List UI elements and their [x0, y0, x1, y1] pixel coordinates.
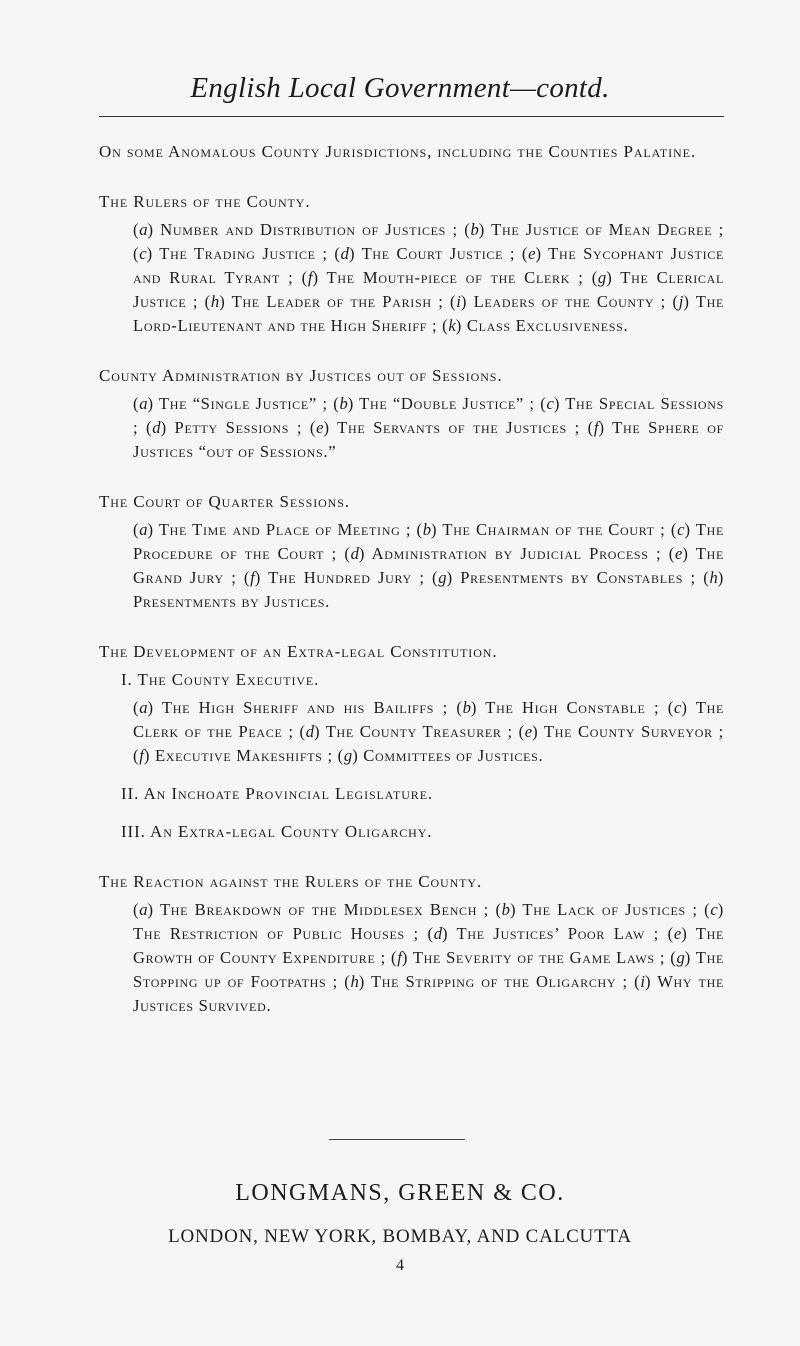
section-heading: The Reaction against the Rulers of the County.: [99, 872, 483, 891]
section-county-administration: [99, 364, 724, 464]
footer-rule: [329, 1139, 465, 1140]
header-rule: [99, 116, 724, 117]
running-head: English Local Government—contd.: [190, 72, 610, 104]
publisher-cities: LONDON, NEW YORK, BOMBAY, AND CALCUTTA: [168, 1226, 632, 1247]
page-number: 4: [396, 1257, 404, 1274]
section-heading: County Administration by Justices out of Sessions.: [99, 366, 503, 385]
section-heading: The Rulers of the County.: [99, 192, 311, 211]
division-county-executive: [99, 668, 724, 768]
section-anomalous-jurisdictions: [99, 140, 724, 164]
division-items: (a) The High Sheriff and his Bailiffs ; (b) The High Constable ; (c) The Clerk of the Peace ; (d) The County Treasurer ; (e) The County Surveyor ; (f) Executive Makeshifts ; (g) Committees of Justices.: [133, 698, 725, 765]
section-heading: The Court of Quarter Sessions.: [99, 492, 350, 511]
division-title: II. An Inchoate Provincial Legislature.: [121, 784, 434, 803]
division-provincial-legislature: [99, 782, 724, 806]
section-heading: The Development of an Extra-legal Constitution.: [99, 642, 498, 661]
section-items: (a) The Time and Place of Meeting ; (b) The Chairman of the Court ; (c) The Procedure of the Court ; (d) Administration by Judicial Process ; (e) The Grand Jury ; (f) The Hundred Jury ; (g) Presentments by Constables ; (h) Presentments by Justices.: [133, 520, 725, 611]
section-reaction-against-rulers: [99, 870, 724, 1018]
section-heading: On some Anomalous County Jurisdictions, including the Counties Palatine.: [99, 142, 696, 161]
division-title: I. The County Executive.: [121, 670, 320, 689]
section-items: (a) The Breakdown of the Middlesex Bench ; (b) The Lack of Justices ; (c) The Restriction of Public Houses ; (d) The Justices’ Poor Law ; (e) The Growth of County Expenditure ; (f) The Severity of the Game Laws ; (g) The Stopping up of Footpaths ; (h) The Stripping of the Oligarchy ; (i) Why the Justices Survived.: [133, 900, 724, 1015]
publisher-name: LONGMANS, GREEN & CO.: [235, 1180, 565, 1206]
contents-list: [99, 140, 724, 1044]
section-items: (a) Number and Distribution of Justices ; (b) The Justice of Mean Degree ; (c) The Trading Justice ; (d) The Court Justice ; (e) The Sycophant Justice and Rural Tyrant ; (f) The Mouth-piece of the Clerk ; (g) The Clerical Justice ; (h) The Leader of the Parish ; (i) Leaders of the County ; (j) The Lord-Lieutenant and the High Sheriff ; (k) Class Exclusiveness.: [133, 220, 725, 335]
division-title: III. An Extra-legal County Oligarchy.: [121, 822, 433, 841]
section-quarter-sessions: [99, 490, 724, 614]
section-rulers-of-county: [99, 190, 724, 338]
division-county-oligarchy: [99, 820, 724, 844]
section-extra-legal-constitution: [99, 640, 724, 844]
section-items: (a) The “Single Justice” ; (b) The “Double Justice” ; (c) The Special Sessions ; (d) Petty Sessions ; (e) The Servants of the Justices ; (f) The Sphere of Justices “out of Sessions.”: [133, 394, 724, 461]
